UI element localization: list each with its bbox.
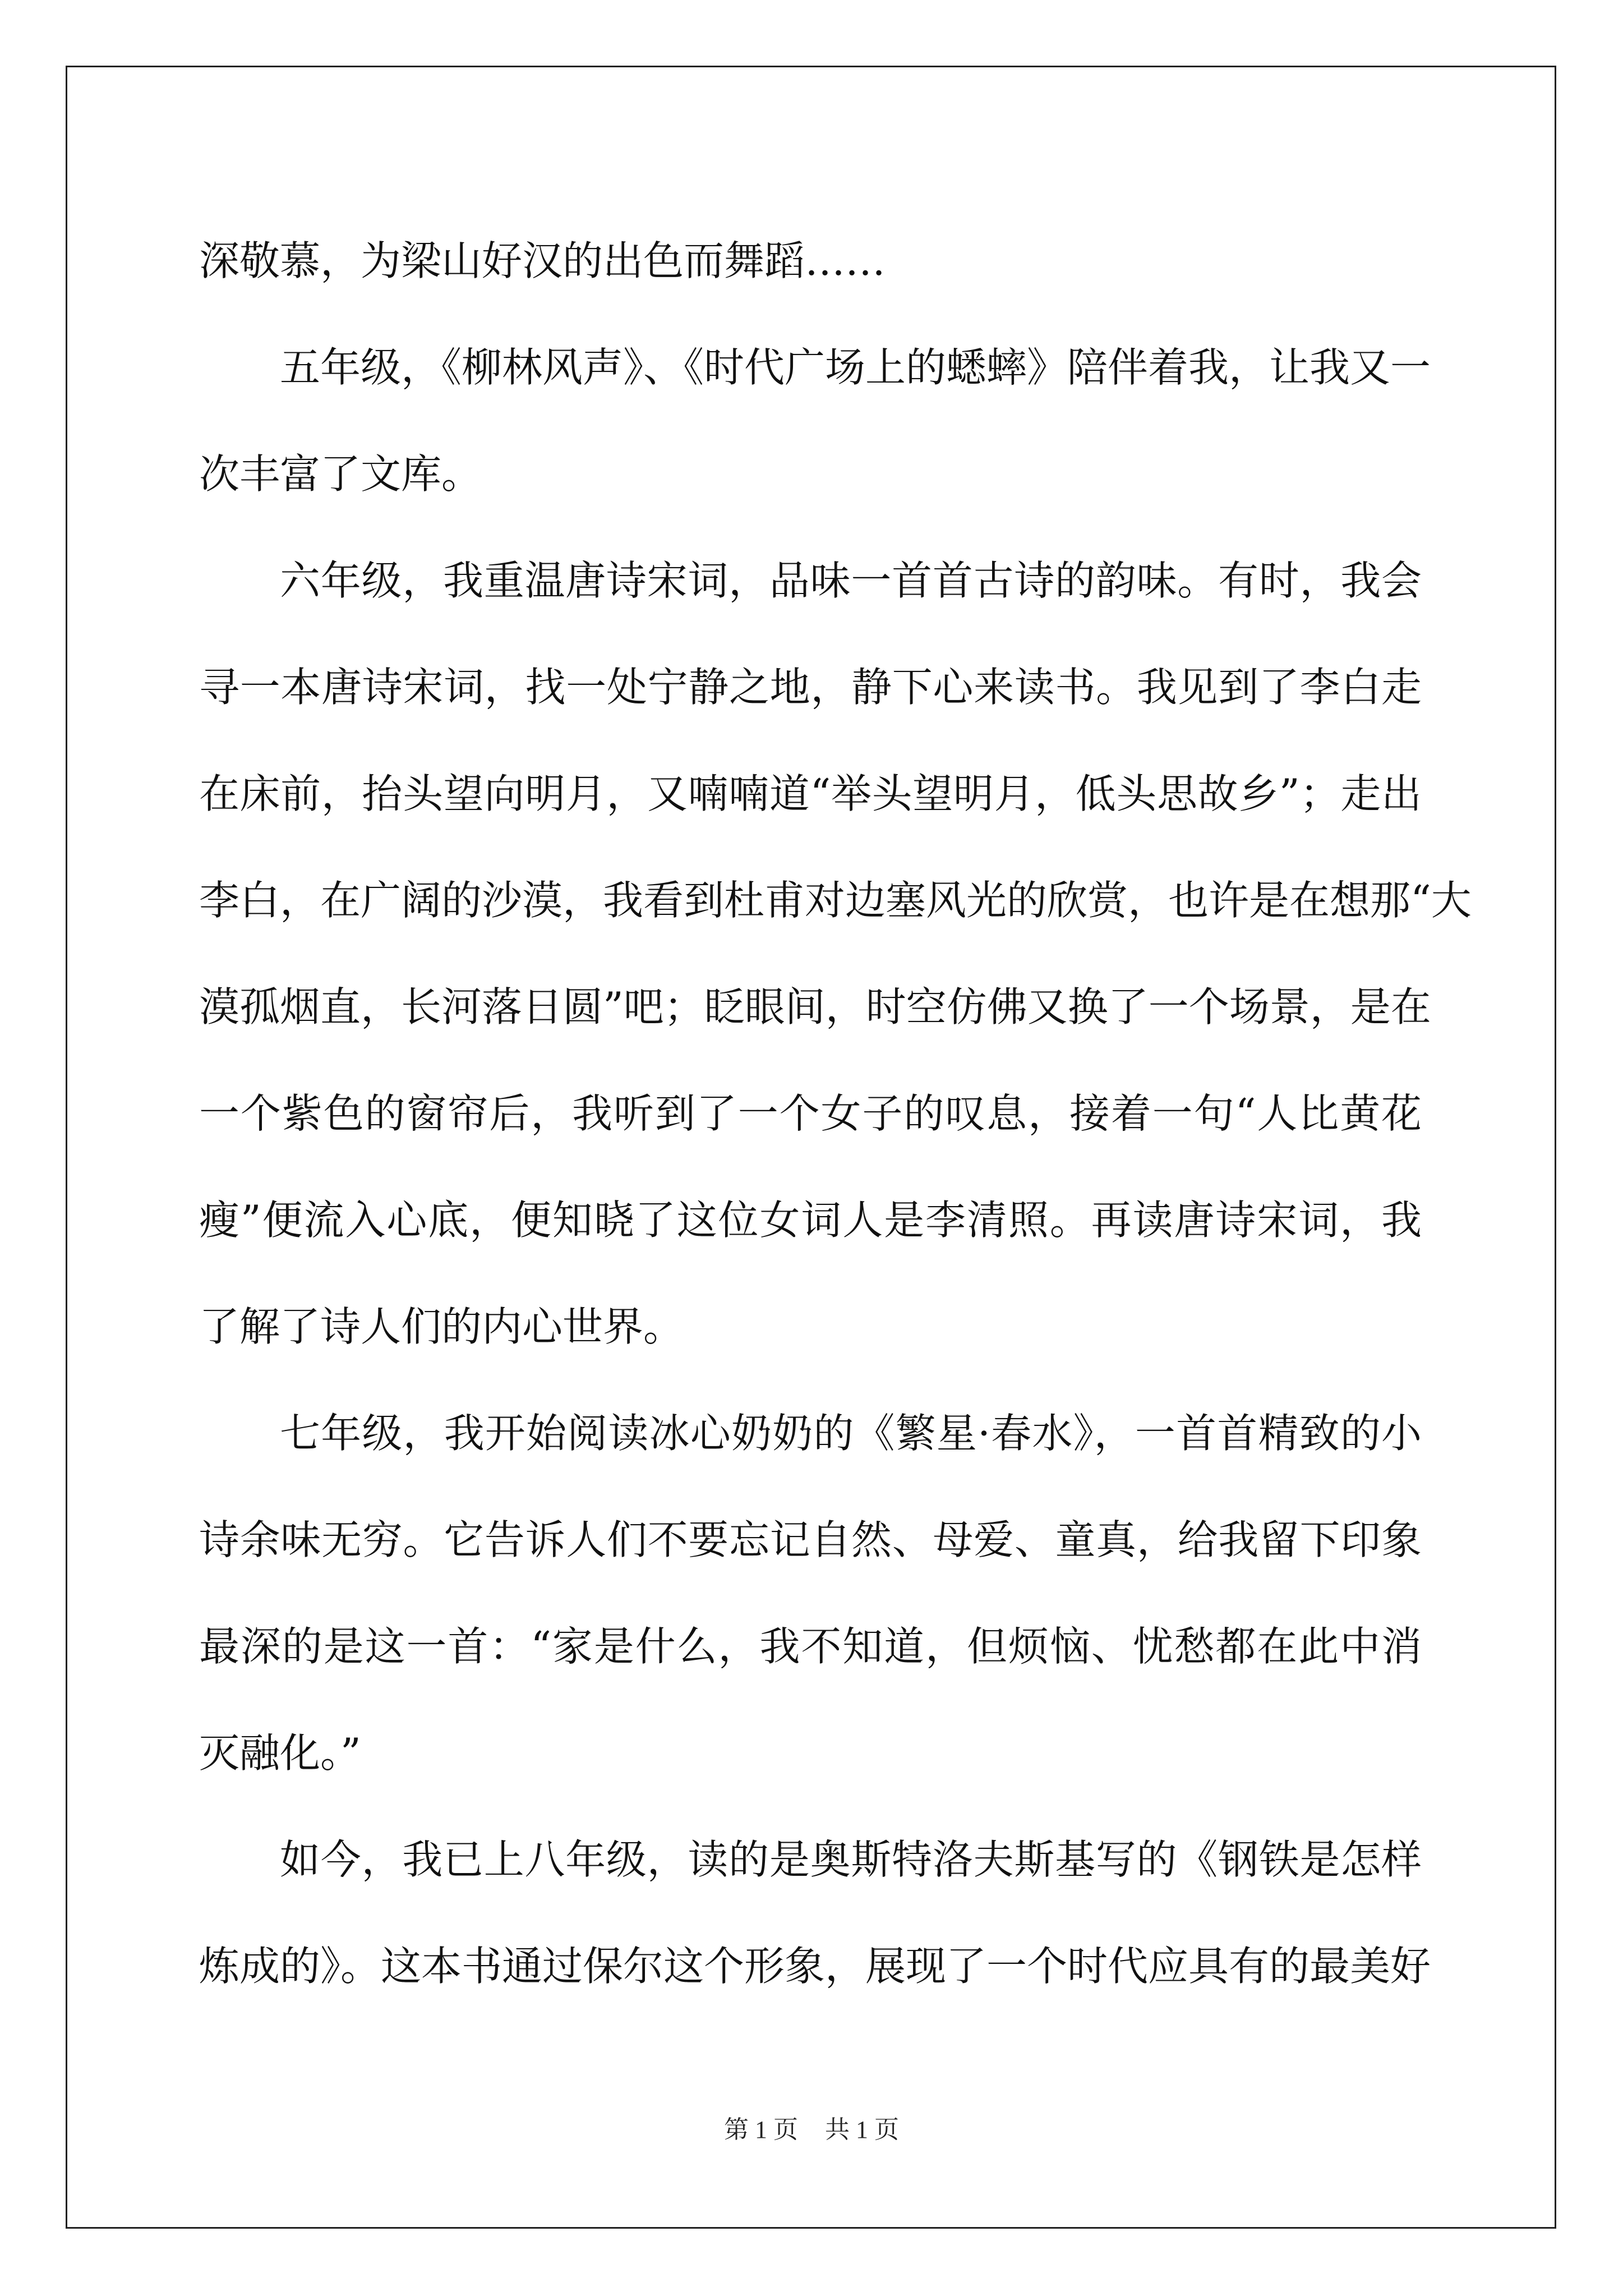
page-footer	[0, 2109, 1623, 2145]
text-line: 灭融化。”	[199, 1729, 361, 1777]
text-line: 次丰富了文库。	[199, 450, 482, 498]
text-line: 漠孤烟直，长河落日圆”吧；眨眼间，时空仿佛又换了一个场景，是在	[199, 983, 1431, 1030]
text-line: 深敬慕，为梁山好汉的出色而舞蹈……	[199, 237, 886, 284]
paragraph-start-line: 七年级，我开始阅读冰心奶奶的《繁星·春水》，一首首精致的小	[280, 1410, 1422, 1457]
text-line: 李白，在广阔的沙漠，我看到杜甫对边塞风光的欣赏，也许是在想那“大	[199, 877, 1472, 924]
paragraph-start-line: 如今，我已上八年级，读的是奥斯特洛夫斯基写的《钢铁是怎样	[280, 1836, 1422, 1883]
text-line: 炼成的》。这本书通过保尔这个形象，展现了一个时代应具有的最美好	[199, 1943, 1431, 1990]
text-line: 诗余味无穷。它告诉人们不要忘记自然、母爱、童真，给我留下印象	[199, 1516, 1422, 1563]
document-body	[199, 208, 1472, 2019]
paragraph-start-line: 五年级，《柳林风声》、《时代广场上的蟋蟀》陪伴着我，让我又一	[280, 344, 1431, 391]
text-line: 寻一本唐诗宋词，找一处宁静之地，静下心来读书。我见到了李白走	[199, 664, 1422, 711]
text-line: 了解了诗人们的内心世界。	[199, 1303, 684, 1350]
paragraph-start-line: 六年级，我重温唐诗宋词，品味一首首古诗的韵味。有时，我会	[280, 557, 1422, 604]
text-line: 瘦”便流入心底，便知晓了这位女词人是李清照。再读唐诗宋词，我	[199, 1197, 1422, 1244]
page-number: 第 1 页	[724, 2116, 798, 2143]
text-line: 一个紫色的窗帘后，我听到了一个女子的叹息，接着一句“人比黄花	[199, 1090, 1422, 1137]
text-line: 在床前，抬头望向明月，又喃喃道“举头望明月，低头思故乡”；走出	[199, 770, 1422, 817]
page-total: 共 1 页	[825, 2116, 899, 2143]
text-line: 最深的是这一首：“家是什么，我不知道，但烦恼、忧愁都在此中消	[199, 1623, 1422, 1670]
